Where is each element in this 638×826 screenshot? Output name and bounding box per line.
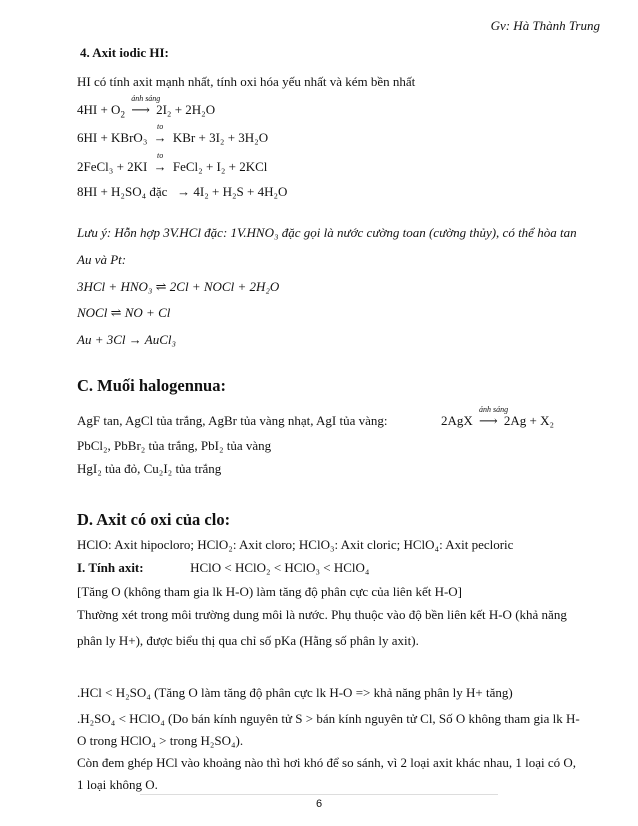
section-d-title: D. Axit có oxi của clo: — [77, 510, 231, 529]
section-c-line-1: AgF tan, AgCl tủa trắng, AgBr tủa vàng nhạt, AgI tủa vàng: — [77, 413, 388, 428]
page-header-author: Gv: Hà Thành Trung — [490, 18, 600, 33]
eq2-right: KBr + 3I₂ + 3H₂O — [172, 130, 269, 145]
note-line-2: Au và Pt: — [77, 252, 127, 267]
equation-2 — [77, 122, 269, 146]
eq1-left: 4HI + O — [77, 102, 121, 117]
equation-4 — [77, 184, 287, 200]
c-eq-right: 2Ag + X₂ — [503, 413, 555, 428]
section-d-line-9: 1 loại không O. — [77, 777, 158, 792]
section-c-line-2: PbCl₂, PbBr₂ tủa trắng, PbI₂ tủa vàng — [77, 438, 272, 453]
section-d-line-3: Thường xét trong môi trường dung môi là nước. Phụ thuộc vào độ bền liên kết H-O (khả năng — [77, 607, 567, 622]
eq3-condition: to — [157, 151, 164, 160]
page-number: 6 — [315, 798, 323, 810]
eq1-arrow — [131, 94, 161, 118]
eq2-condition: to — [156, 122, 164, 131]
eq4-left: 8HI + H₂SO₄ đặc — [77, 184, 168, 199]
section-d-line-2: [Tăng O (không tham gia lk H-O) làm tăng độ phân cực của liên kết H-O] — [77, 584, 463, 599]
eq2-left: 6HI + KBrO₃ — [77, 130, 148, 145]
section-d-line-7: O trong HClO₄ > trong H₂SO₄). — [77, 733, 244, 748]
section-c-equation — [441, 405, 555, 429]
section-d-line-5: .HCl < H₂SO₄ (Tăng O làm tăng độ phân cực lk H-O => khả năng phân ly H+ tăng) — [77, 685, 513, 700]
eq1-right: 2I₂ + 2H₂O — [156, 102, 216, 117]
equation-1 — [77, 94, 216, 123]
section-d-subtitle-row — [77, 560, 369, 576]
eq3-arrow — [153, 151, 167, 175]
long-arrow-icon: ⟶ — [479, 413, 498, 428]
eq2-arrow — [153, 122, 167, 146]
eq4-right: → 4I₂ + H₂S + 4H₂O — [177, 184, 288, 199]
note-line-3: 3HCl + HNO₃ ⇌ 2Cl + NOCl + 2H₂O — [77, 279, 280, 294]
section-4-intro: HI có tính axit mạnh nhất, tính oxi hóa yếu nhất và kém bền nhất — [77, 74, 416, 89]
eq1-sub: 2 — [120, 109, 125, 120]
section-d-line-6: .H₂SO₄ < HClO₄ (Do bán kính nguyên tử S > bán kính nguyên tử Cl, Số O không tham gia lk H- — [77, 711, 580, 726]
section-d-line-4: phân ly H+), được biểu thị qua chỉ số pKa (Hằng số phân ly axit). — [77, 633, 419, 648]
note-line-4: NOCl ⇌ NO + Cl — [77, 305, 171, 320]
note-line-5: Au + 3Cl → AuCl₃ — [77, 332, 177, 347]
eq3-right: FeCl₂ + I₂ + 2KCl — [172, 159, 268, 174]
section-4-title: 4. Axit iodic HI: — [80, 45, 169, 60]
section-c-line-3: HgI₂ tủa đỏ, Cu₂I₂ tủa trắng — [77, 461, 222, 476]
eq1-condition: ánh sáng — [131, 94, 161, 103]
footer-divider — [140, 794, 498, 795]
c-eq-condition: ánh sáng — [479, 405, 509, 414]
arrow-icon: → — [153, 159, 167, 174]
section-d-subtitle: I. Tính axit: — [77, 560, 144, 575]
long-arrow-icon: ⟶ — [131, 102, 150, 117]
equation-3 — [77, 151, 268, 175]
note-line-1: Lưu ý: Hỗn hợp 3V.HCl đặc: 1V.HNO₃ đặc gọi là nước cường toan (cường thủy), có thể hòa tan — [77, 225, 577, 240]
section-d-line-8: Còn đem ghép HCl vào khoảng nào thì hơi khó để so sánh, vì 2 loại axit khác nhau, 1 loại có O, — [77, 755, 576, 770]
arrow-icon: → — [153, 130, 167, 145]
eq3-left: 2FeCl₃ + 2KI — [77, 159, 148, 174]
section-c-title: C. Muối halogennua: — [77, 376, 226, 395]
c-eq-left: 2AgX — [441, 413, 473, 428]
acid-strength-order: HClO < HClO₂ < HClO₃ < HClO₄ — [190, 560, 370, 575]
section-d-line-1: HClO: Axit hipocloro; HClO₂: Axit cloro; HClO₃: Axit cloric; HClO₄: Axit pecloric — [77, 537, 514, 552]
c-eq-arrow — [479, 405, 509, 429]
